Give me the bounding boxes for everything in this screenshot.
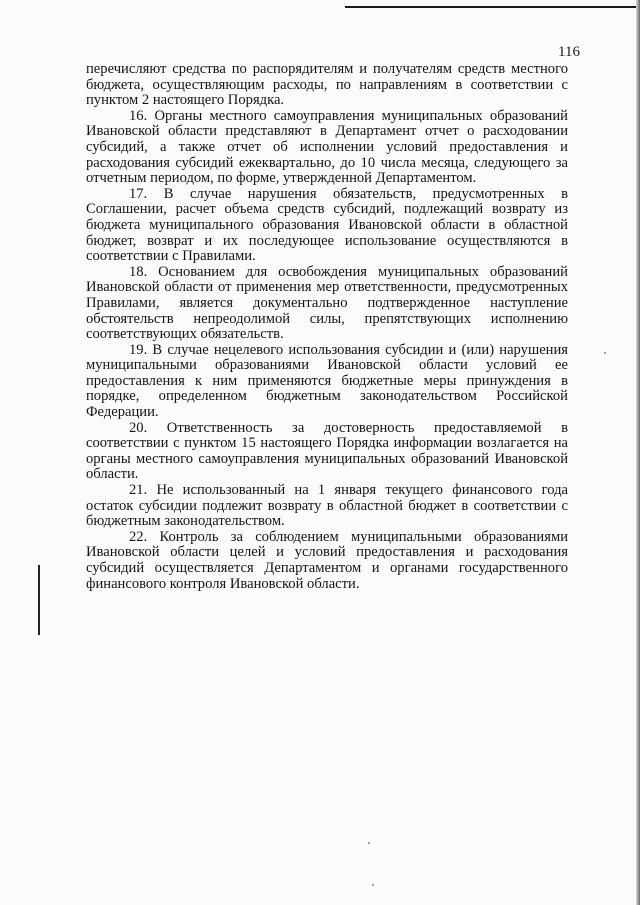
scan-border-top bbox=[345, 6, 640, 8]
scan-speck bbox=[604, 352, 606, 354]
document-body bbox=[86, 62, 568, 592]
paragraph-16: 16. Органы местного самоуправления муниципальных образований Ивановской области представляют в Департамент отчет о расходовании субсидий, а также отчет об исполнении условий предоставления и расходования субсидий ежеквартально, до 10 числа месяца, следующего за отчетным периодом, по форме, утвержденной Департаментом. bbox=[86, 107, 568, 187]
paragraph-continuation: перечисляют средства по распорядителям и получателям средств местного бюджета, осуществляющим расходы, по направлениям в соответствии с пунктом 2 настоящего Порядка. bbox=[86, 61, 568, 109]
paragraph-20: 20. Ответственность за достоверность предоставляемой в соответствии с пунктом 15 настоящего Порядка информации возлагается на органы местного самоуправления муниципальных образований Ивановской области. bbox=[86, 419, 568, 483]
page-number: 116 bbox=[558, 44, 580, 60]
paragraph-17: 17. В случае нарушения обязательств, предусмотренных в Соглашении, расчет объема средств субсидий, подлежащий возврату из бюджета муниципального образования Ивановской области в областной бюджет, возврат и их последующее использование осуществляются в соответствии с Правилами. bbox=[86, 185, 568, 265]
scan-speck bbox=[368, 842, 370, 844]
scan-mark-left bbox=[38, 565, 40, 635]
paragraph-18: 18. Основанием для освобождения муниципальных образований Ивановской области от применения мер ответственности, предусмотренных Правилами, является документально подтвержденное наступление обстоятельств непреодолимой силы, препятствующих исполнению соответствующих обязательств. bbox=[86, 263, 568, 343]
paragraph-19: 19. В случае нецелевого использования субсидии и (или) нарушения муниципальными образованиями Ивановской области условий ее предоставления к ним применяются бюджетные меры принуждения в порядке, определенном бюджетным законодательством Российской Федерации. bbox=[86, 341, 568, 421]
scan-speck bbox=[372, 884, 374, 886]
paragraph-21: 21. Не использованный на 1 января текущего финансового года остаток субсидии подлежит возврату в областной бюджет в соответствии с бюджетным законодательством. bbox=[86, 482, 568, 530]
paragraph-22: 22. Контроль за соблюдением муниципальными образованиями Ивановской области целей и условий предоставления и расходования субсидий осуществляется Департаментом и органами государственного финансового контроля Ивановской области. bbox=[86, 528, 568, 592]
scan-border-right bbox=[636, 0, 640, 905]
